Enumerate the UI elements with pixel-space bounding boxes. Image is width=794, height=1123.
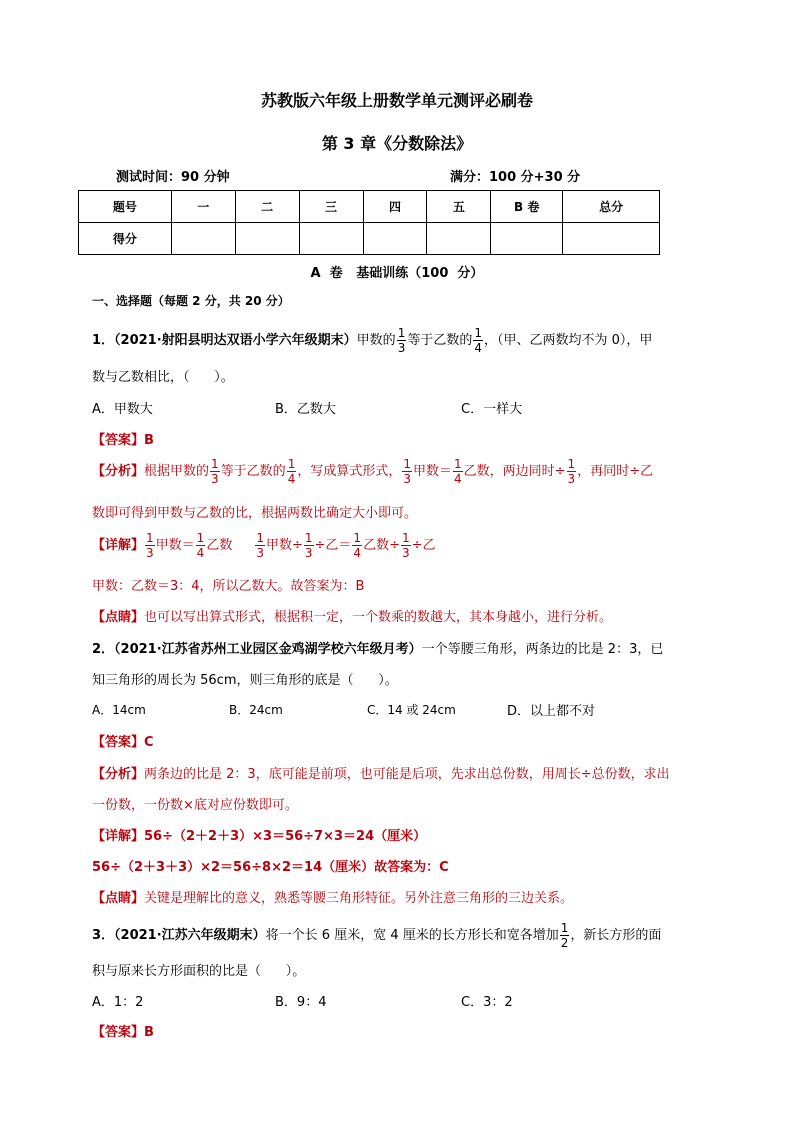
option-b: B．乙数大	[275, 402, 336, 417]
score-cell[interactable]	[563, 223, 660, 255]
fraction: $\frac{1}{4}$	[196, 531, 205, 560]
option-c: C．3：2	[461, 995, 513, 1010]
solution-line-1: 【详解】56÷（2＋2＋3）×3＝56÷7×3＝24（厘米）	[92, 829, 427, 844]
fraction: $\frac{1}{3}$	[304, 531, 313, 560]
fraction: $\frac{1}{3}$	[397, 326, 406, 355]
solution-line-2: 甲数：乙数＝3：4，所以乙数大。故答案为：B	[92, 579, 365, 594]
fraction: $\frac{1}{3}$	[211, 457, 219, 486]
answer-label: 【答案】B	[92, 433, 154, 448]
solution-line-2: 56÷（2＋3＋3）×2＝56÷8×2＝14（厘米）故答案为：C	[92, 860, 449, 875]
answer-label: 【答案】C	[92, 735, 154, 750]
test-time: 测试时间：90 分钟	[116, 170, 230, 185]
question-1-line-1	[92, 327, 652, 354]
table-cell: 三	[299, 191, 363, 223]
fraction: $\frac{1}{4}$	[287, 457, 296, 486]
answer-label: 【答案】B	[92, 1025, 154, 1040]
fraction: $\frac{1}{3}$	[567, 457, 576, 486]
option-a: A．14cm	[92, 703, 146, 717]
table-cell: 总分	[563, 191, 660, 223]
table-cell: 四	[363, 191, 427, 223]
option-b: B．24cm	[229, 703, 283, 717]
question-number: 2．	[92, 642, 115, 657]
fraction: $\frac{1}{4}$	[353, 531, 362, 560]
table-cell: 二	[235, 191, 299, 223]
analysis-line-1: 【分析】根据甲数的 $\frac{1}{3}$ 等于乙数的 $\frac{1}{4}$ ，写成算式形式， $\frac{1}{3}$ 甲数＝ $\frac{1}{4}$ 乙数，两边同时÷ $\frac{1}{3}$ ，再同时÷乙	[92, 457, 654, 486]
option-a: A．甲数大	[92, 402, 153, 417]
section-a-heading: A 卷 基础训练（100 分）	[310, 266, 484, 281]
question-source: （2021·射阳县明达双语小学六年级期末）	[114, 333, 357, 348]
solution-line-1: 【详解】 $\frac{1}{3}$ 甲数＝ $\frac{1}{4}$ 乙数 $\frac{1}{3}$ 甲数÷ $\frac{1}{3}$ ÷乙＝ $\frac{1}{4}$ 乙数÷ $\frac{1}{3}$ ÷乙	[92, 531, 436, 560]
question-text: ，（甲、乙两数均不为 0），甲	[483, 333, 653, 348]
question-number: 3．	[92, 928, 115, 943]
analysis-tag: 【分析】	[92, 767, 145, 782]
score-table-header-row	[79, 191, 660, 223]
analysis-line-2: 数即可得到甲数与乙数的比，根据两数比确定大小即可。	[92, 506, 418, 521]
table-cell: 得分	[79, 223, 172, 255]
fraction: $\frac{1}{3}$	[256, 531, 264, 560]
table-cell: B 卷	[491, 191, 563, 223]
option-a: A．1：2	[92, 995, 144, 1010]
option-d: D．以上都不对	[507, 704, 596, 719]
score-cell[interactable]	[363, 223, 427, 255]
full-score: 满分：100 分+30 分	[450, 170, 581, 185]
score-table	[78, 190, 660, 255]
fraction: $\frac{1}{3}$	[401, 531, 410, 560]
solution-tag: 【详解】	[92, 829, 145, 844]
fraction: $\frac{1}{3}$	[403, 457, 411, 486]
score-cell[interactable]	[171, 223, 235, 255]
solution-tag: 【详解】	[92, 538, 145, 553]
question-1-line-2: 数与乙数相比，（ ）。	[92, 370, 234, 385]
fraction: $\frac{1}{4}$	[454, 457, 462, 486]
question-2-line-1: 2．（2021·江苏省苏州工业园区金鸡湖学校六年级月考）一个等腰三角形，两条边的比是 2：3，已	[92, 642, 664, 657]
part-one-heading: 一、选择题（每题 2 分，共 20 分）	[92, 294, 290, 308]
question-2-line-2: 知三角形的周长为 56cm，则三角形的底是（ ）。	[92, 673, 398, 688]
tip-line: 【点睛】关键是理解比的意义，熟悉等腰三角形特征。另外注意三角形的三边关系。	[92, 891, 574, 906]
question-3-line-1: 3．（2021·江苏六年级期末）将一个长 6 厘米，宽 4 厘米的长方形长和宽各增加 $\frac{1}{2}$ ，新长方形的面	[92, 921, 662, 950]
tip-tag: 【点睛】	[92, 610, 145, 625]
option-c: C．14 或 24cm	[367, 703, 456, 717]
question-number: 1．	[92, 333, 115, 348]
score-cell[interactable]	[235, 223, 299, 255]
document-title: 苏教版六年级上册数学单元测评必刷卷	[260, 91, 533, 110]
table-cell: 一	[171, 191, 235, 223]
table-cell: 五	[427, 191, 491, 223]
fraction: $\frac{1}{2}$	[560, 921, 569, 950]
option-c: C．一样大	[461, 402, 523, 417]
analysis-tag: 【分析】	[92, 464, 145, 479]
question-text: 等于乙数的	[407, 333, 473, 348]
fraction: $\frac{1}{3}$	[146, 531, 154, 560]
question-source: （2021·江苏六年级期末）	[114, 928, 266, 943]
question-3-line-2: 积与原来长方形面积的比是（ ）。	[92, 964, 306, 979]
table-cell: 题号	[79, 191, 172, 223]
score-cell[interactable]	[299, 223, 363, 255]
score-cell[interactable]	[491, 223, 563, 255]
chapter-title: 第 3 章《分数除法》	[321, 134, 473, 153]
score-cell[interactable]	[427, 223, 491, 255]
question-source: （2021·江苏省苏州工业园区金鸡湖学校六年级月考）	[114, 642, 422, 657]
analysis-line-1: 【分析】两条边的比是 2：3，底可能是前项，也可能是后项，先求出总份数，用周长÷总份数，求出	[92, 767, 670, 782]
option-b: B．9：4	[275, 995, 327, 1010]
analysis-line-2: 一份数，一份数×底对应份数即可。	[92, 798, 298, 813]
tip-tag: 【点睛】	[92, 891, 145, 906]
fraction: $\frac{1}{4}$	[474, 326, 482, 355]
question-text: 甲数的	[356, 333, 396, 348]
tip-line: 【点睛】也可以写出算式形式，根据积一定，一个数乘的数越大，其本身越小，进行分析。	[92, 610, 613, 625]
score-table-score-row	[79, 223, 660, 255]
